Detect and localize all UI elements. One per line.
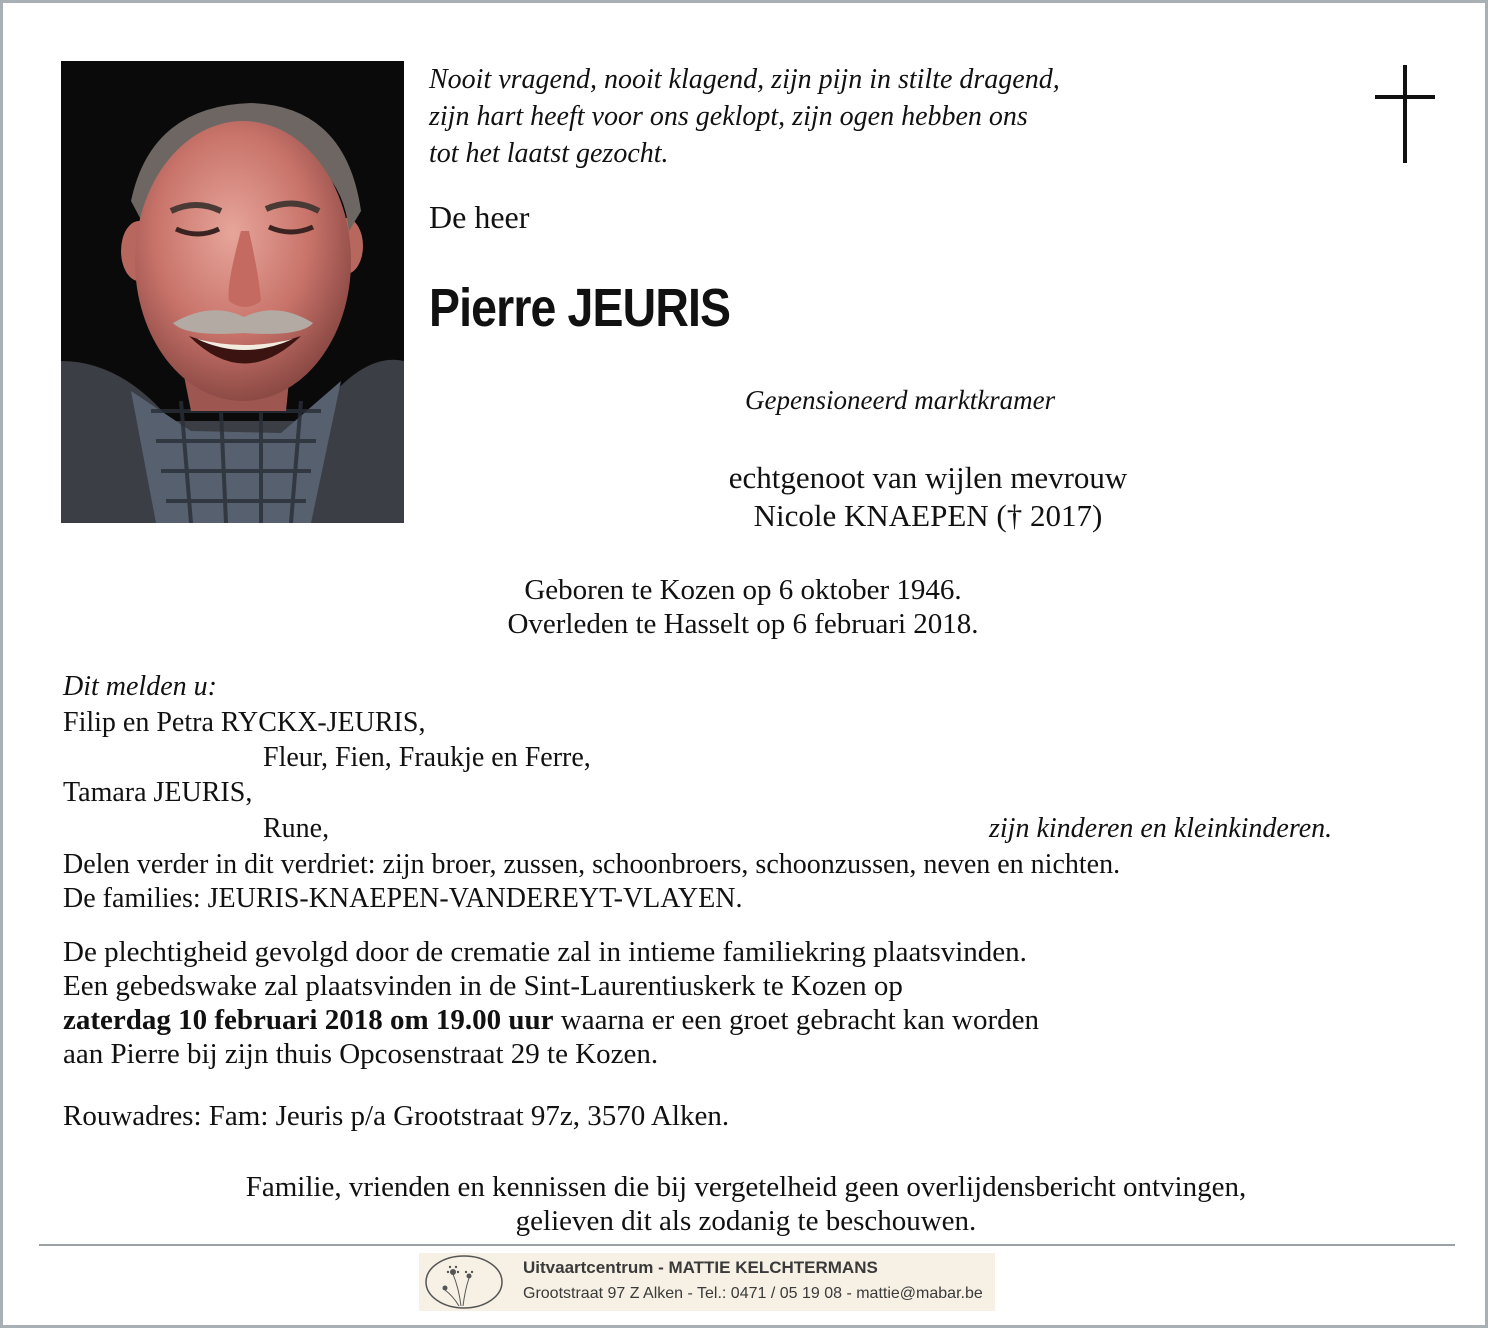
life-dates (433, 573, 1053, 641)
family-intro: Dit melden u: (63, 671, 217, 702)
spouse-line: echtgenoot van wijlen mevrouw (728, 460, 1128, 495)
ceremony-info (63, 935, 1039, 1071)
portrait-photo (61, 61, 404, 523)
portrait-illustration (61, 61, 404, 523)
ceremony-line: aan Pierre bij zijn thuis Opcosenstraat 29 te Kozen. (63, 1038, 659, 1070)
deceased-name: Pierre JEURIS (429, 278, 731, 338)
family-relation: zijn kinderen en kleinkinderen. (989, 813, 1333, 844)
ceremony-line-rest: waarna er een groet gebracht kan worden (553, 1004, 1040, 1036)
funeral-home-name: Uitvaartcentrum - MATTIE KELCHTERMANS (523, 1258, 878, 1277)
ceremony-line: De plechtigheid gevolgd door de crematie zal in intieme familiekring plaatsvinden. (63, 936, 1027, 968)
profession: Gepensioneerd marktkramer (745, 385, 1056, 415)
notice (63, 1170, 1429, 1238)
cross-icon (1375, 65, 1435, 163)
birth-line: Geboren te Kozen op 6 oktober 1946. (524, 574, 962, 606)
spouse-info (623, 459, 1233, 535)
death-line: Overleden te Hasselt op 6 februari 2018. (507, 608, 979, 640)
spouse-line: Nicole KNAEPEN († 2017) (753, 498, 1103, 533)
mourning-address: Rouwadres: Fam: Jeuris p/a Grootstraat 97z, 3570 Alken. (63, 1100, 730, 1132)
poem-line: zijn hart heeft voor ons geklopt, zijn ogen hebben ons (429, 101, 1028, 132)
family-others: Delen verder in dit verdriet: zijn broer, zussen, schoonbroers, schoonzussen, neven en nichten. (63, 849, 1121, 880)
poem-line: Nooit vragend, nooit klagend, zijn pijn in stilte dragend, (429, 64, 1060, 95)
poem (429, 61, 1060, 172)
family-line: Rune, (263, 813, 330, 844)
notice-line: Familie, vrienden en kennissen die bij vergetelheid geen overlijdensbericht ontvingen, (245, 1171, 1247, 1203)
ceremony-date: zaterdag 10 februari 2018 om 19.00 uur (63, 1004, 554, 1036)
ceremony-line: Een gebedswake zal plaatsvinden in de Sint-Laurentiuskerk te Kozen op (63, 970, 903, 1002)
family-line: Fleur, Fien, Fraukje en Ferre, (263, 742, 591, 773)
family-line: Filip en Petra RYCKX-JEURIS, (63, 707, 426, 738)
family-names: De families: JEURIS-KNAEPEN-VANDEREYT-VLAYEN. (63, 883, 743, 914)
funeral-home-footer (419, 1253, 995, 1311)
poem-line: tot het laatst gezocht. (429, 138, 669, 169)
salutation: De heer (429, 199, 530, 235)
divider (39, 1244, 1455, 1246)
funeral-home-contact: Grootstraat 97 Z Alken - Tel.: 0471 / 05 19 08 - mattie@mabar.be (523, 1285, 983, 1302)
ceremony-line (63, 1003, 1039, 1037)
notice-line: gelieven dit als zodanig te beschouwen. (515, 1205, 977, 1237)
family-line: Tamara JEURIS, (63, 777, 253, 808)
dandelion-logo-icon (423, 1254, 505, 1310)
